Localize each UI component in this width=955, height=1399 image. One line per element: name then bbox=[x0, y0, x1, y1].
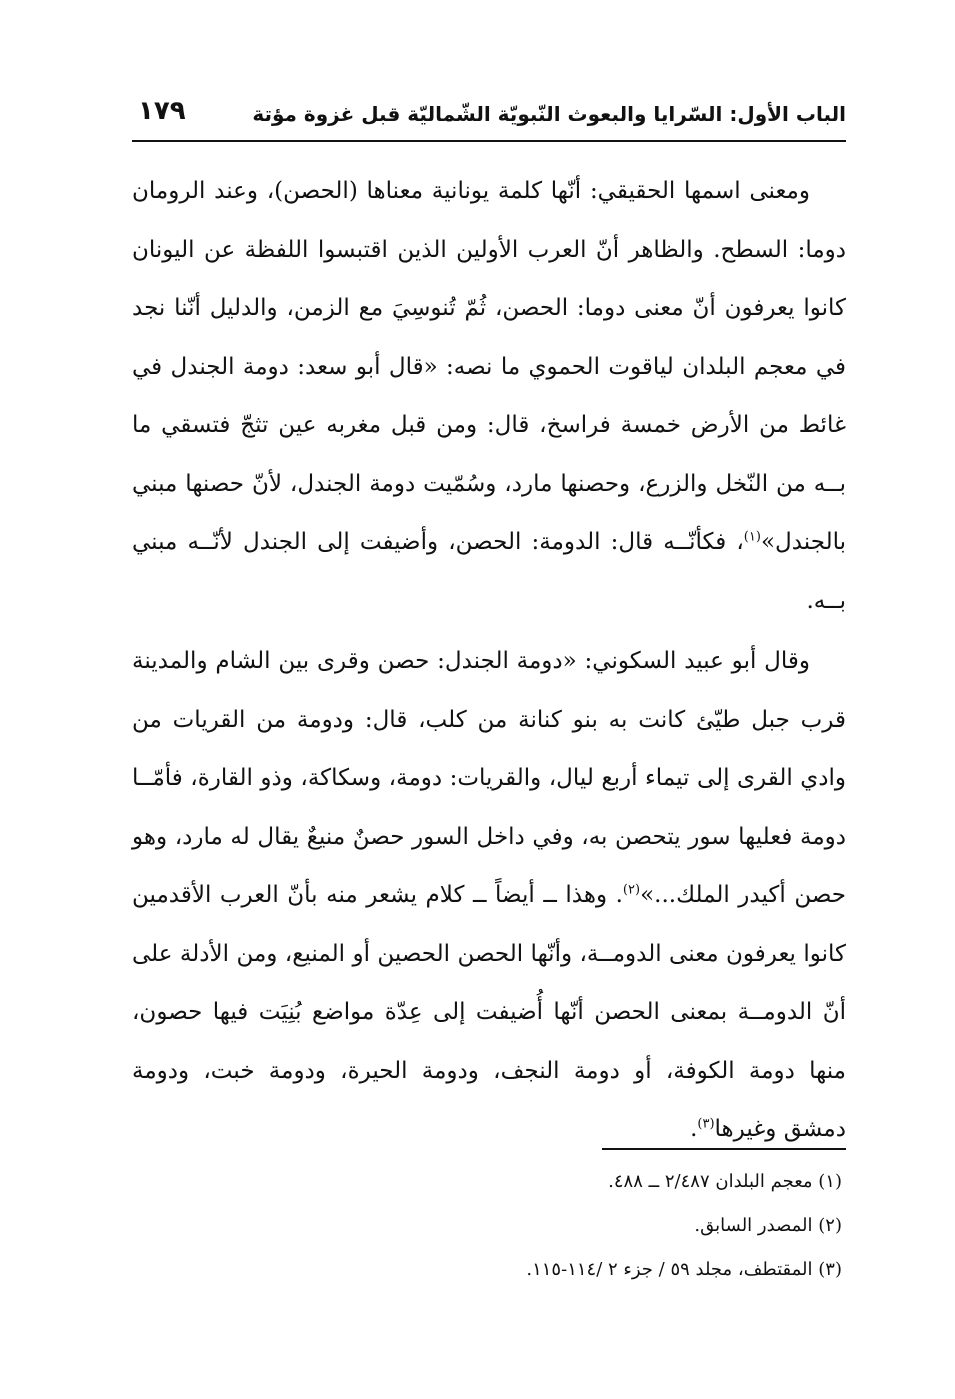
footnote: (٢) المصدر السابق. bbox=[694, 1215, 842, 1236]
footnotes bbox=[132, 1160, 846, 1292]
paragraph-text: ، فكأنّــه قال: الدومة: الحصن، وأضيفت إلى الجندل لأنّــه مبني بــه. bbox=[132, 529, 846, 614]
footnote-ref: (٢) bbox=[622, 882, 641, 898]
paragraph-text: . bbox=[690, 1116, 698, 1142]
paragraph bbox=[132, 162, 846, 630]
page-header bbox=[132, 92, 846, 142]
main-text bbox=[132, 162, 846, 1159]
footnote: (١) معجم البلدان ٢/٤٨٧ ــ ٤٨٨. bbox=[608, 1171, 842, 1192]
paragraph-text: ومعنى اسمها الحقيقي: أنّها كلمة يونانية معناها (الحصن)، وعند الرومان دوما: السطح. والظاهر أنّ العرب الأولين الذين اقتبسوا اللفظة عن اليونان كانوا يعرفون أنّ معنى دوما: الحصن، ثُمّ تُنوسِيَ مع الزمن، والدليل أنّنا نجد في معجم البلدان لياقوت الحموي ما نصه: «قال أبو سعد: دومة الجندل في غائط من الأرض خمسة فراسخ، قال: ومن قبل مغربه عين تثجّ فتسقي ما بــه من النّخل والزرع، وحصنها مارد، وسُمّيت دومة الجندل، لأنّ حصنها مبني بالجندل» bbox=[132, 178, 846, 555]
paragraph-text: . وهذا ــ أيضاً ــ كلام يشعر منه بأنّ العرب الأقدمين كانوا يعرفون معنى الدومــة، وأنّها الحصن الحصين أو المنيع، ومن الأدلة على أنّ الدومــة بمعنى الحصن أنّها أُضيفت إلى عِدّة مواضع بُنِيَت فيها حصون، منها دومة الكوفة، أو دومة النجف، ودومة الحيرة، ودومة خبت، ودومة دمشق وغيرها bbox=[132, 882, 846, 1142]
footnote-ref: (١) bbox=[743, 529, 761, 545]
footnote: (٣) المقتطف، مجلد ٥٩ / جزء ٢ /١١٤-١١٥. bbox=[526, 1259, 842, 1280]
footnote-ref: (٣) bbox=[697, 1116, 715, 1132]
running-title: الباب الأول: السّرايا والبعوث النّبويّة الشّماليّة قبل غزوة مؤتة bbox=[252, 102, 846, 126]
paragraph bbox=[132, 632, 846, 1159]
paragraph-text: وقال أبو عبيد السكوني: «دومة الجندل: حصن وقرى بين الشام والمدينة قرب جبل طيّئ كانت به بنو كنانة من كلب، قال: ودومة من القريات من وادي القرى إلى تيماء أربع ليال، والقريات: دومة، وسكاكة، وذو القارة، فأمّــا دومة فعليها سور يتحصن به، وفي داخل السور حصنٌ منيعٌ يقال له مارد، وهو حصن أكيدر الملك...» bbox=[132, 648, 846, 908]
footnote-divider bbox=[602, 1148, 846, 1150]
page-number: ١٧٩ bbox=[138, 96, 186, 126]
